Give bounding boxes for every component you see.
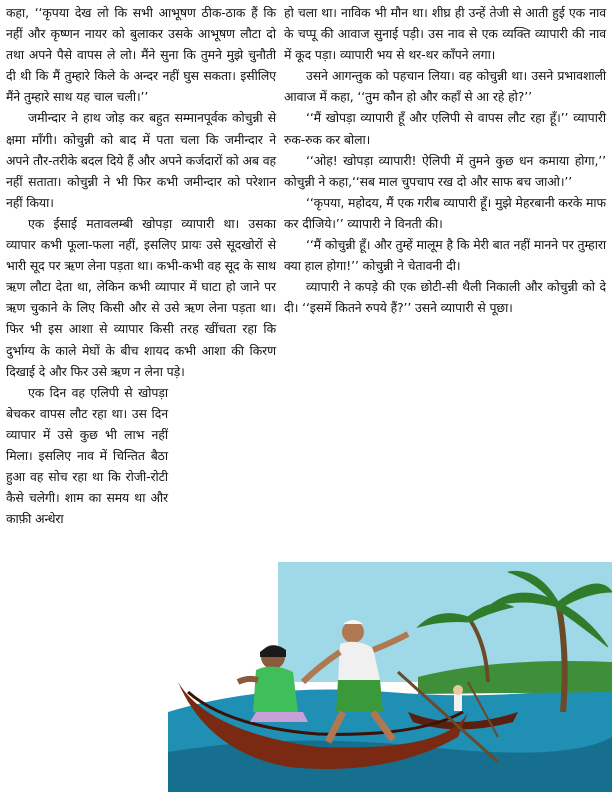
paragraph: उसने आगन्तुक को पहचान लिया। वह कोचुन्नी था। उसने प्रभावशाली आवाज में कहा, ‘‘तुम कौन हो और कहाँ से आ रहे हो?’’ bbox=[284, 68, 606, 105]
paragraph: एक दिन वह एलिपी से खोपड़ा बेचकर वापस लौट रहा था। उस दिन व्यापार में उसे कुछ भी लाभ नहीं मिला। इसलिए नाव में चिन्तित बैठा हुआ वह सोच रहा था कि रोजी-रोटी कैसे चलेगी। शाम का समय था और काफ़ी अन्धेरा bbox=[6, 384, 168, 527]
paragraph: हो चला था। नाविक भी मौन था। शीघ्र ही उन्हें तेजी से आती हुई एक नाव के चप्पू की आवाज सुनाई पड़ी। उस नाव से एक व्यक्ति व्यापारी की नाव में कूद पड़ा। व्यापारी भय से थर-थर काँपने लगा। bbox=[284, 5, 606, 63]
boat-illustration bbox=[168, 562, 612, 792]
paragraph: जमीन्दार ने हाथ जोड़ कर बहुत सम्मानपूर्वक कोचुन्नी से क्षमा माँगी। कोचुन्नी को बाद में पता चला कि जमीन्दार ने अपने तौर-तरीके बदल दिये हैं और अपने कर्जदारों को अब वह नहीं सताता। कोचुन्नी ने भी फिर कभी जमीन्दार को परेशान नहीं किया। bbox=[6, 110, 276, 210]
right-column bbox=[284, 2, 606, 318]
paragraph: ‘‘मैं खोपड़ा व्यापारी हूँ और एलिपी से वापस लौट रहा हूँ।’’ व्यापारी रुक-रुक कर बोला। bbox=[284, 110, 606, 147]
paragraph: व्यापारी ने कपड़े की एक छोटी-सी थैली निकाली और कोचुन्नी को दे दी। ‘‘इसमें कितने रुपये हैं?’’ उसने व्यापारी से पूछा। bbox=[284, 279, 606, 316]
boat-scene-svg bbox=[168, 562, 612, 792]
left-column bbox=[6, 2, 276, 529]
paragraph: ‘‘कृपया, महोदय, मैं एक गरीब व्यापारी हूँ। मुझे मेहरबानी करके माफ कर दीजिये।’’ व्यापारी ने विनती की। bbox=[284, 194, 606, 231]
paragraph: ‘‘ओह! खोपड़ा व्यापारी! ऐलिपी में तुमने कुछ धन कमाया होगा,’’ कोचुन्नी ने कहा,‘‘सब माल चुपचाप रख दो और साफ बच जाओ।’’ bbox=[284, 152, 606, 189]
paragraph: कहा, ‘‘कृपया देख लो कि सभी आभूषण ठीक-ठाक हैं कि नहीं और कृष्णन नायर को बुलाकर उसके आभूषण लौटा दो तथा अपने पैसे वापस ले लो। मैंने सुना कि तुमने मुझे चुनौती दी थी कि मैं तुम्हारे किले के अन्दर नहीं घुस सकता। इसीलिए मैंने तुम्हारे साथ यह चाल चली।’’ bbox=[6, 5, 276, 105]
paragraph: ‘‘मैं कोचुन्नी हूँ। और तुम्हें मालूम है कि मेरी बात नहीं मानने पर तुम्हारा क्या हाल होगा!’’ कोचुन्नी ने चेतावनी दी। bbox=[284, 237, 606, 274]
paragraph: एक ईसाई मतावलम्बी खोपड़ा व्यापारी था। उसका व्यापार कभी फूला-फला नहीं, इसलिए प्रायः उसे सूदखोरों से भारी सूद पर ऋण लेना पड़ता था। कभी-कभी वह सूद के साथ ऋण लौटा देता था, लेकिन कभी व्यापार में घाटा हो जाने पर ऋण चुकाने के लिए किसी और से उसे ऋण लेना पड़ता था। फिर भी इस आशा से व्यापार किसी तरह खींचता रहा कि दुर्भाग्य के काले मेघों के बीच शायद कभी आशा की किरण दिखाई दे और फिर उसे ऋण न लेना पड़े। bbox=[6, 215, 276, 379]
